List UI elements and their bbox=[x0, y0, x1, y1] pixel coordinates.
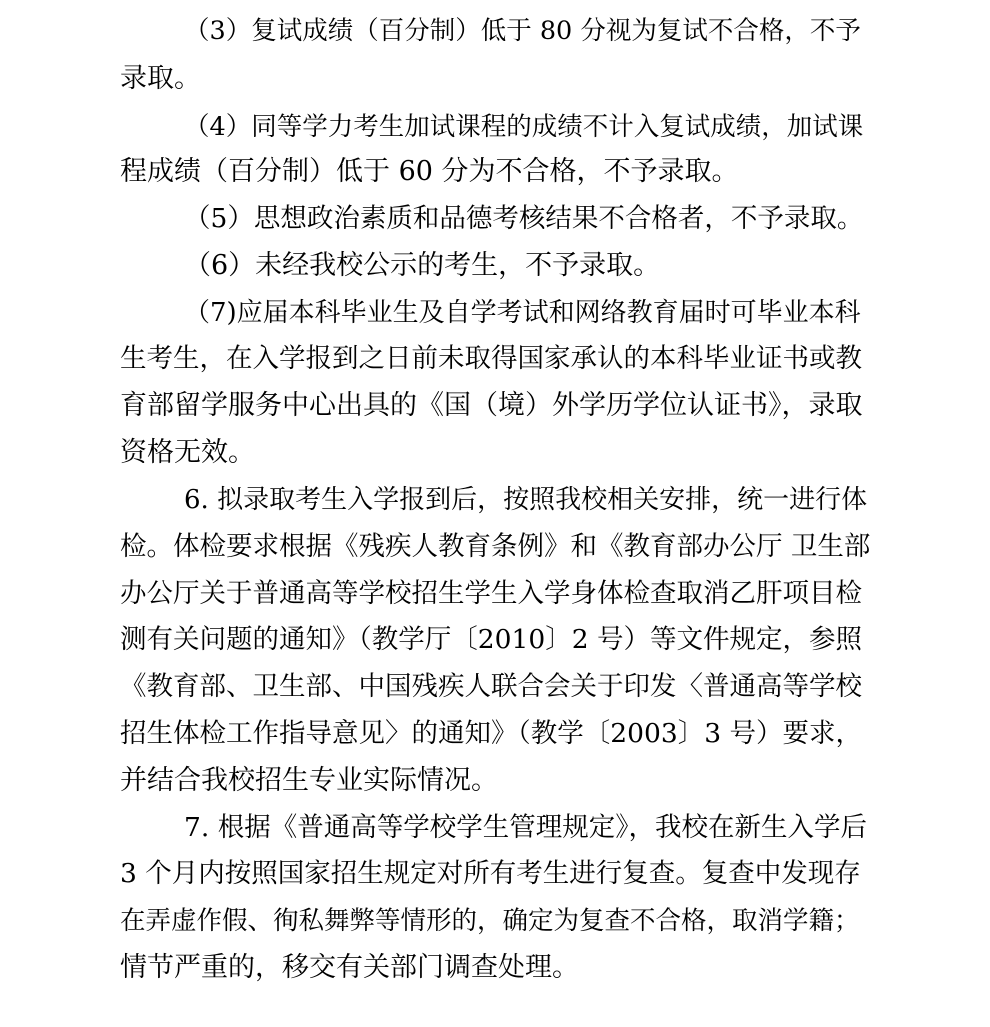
text-line: 7. 根据《普通高等学校学生管理规定》，我校在新生入学后 bbox=[184, 812, 867, 843]
text-line: 程成绩（百分制）低于 60 分为不合格，不予录取。 bbox=[120, 156, 739, 187]
text-line: （7)应届本科毕业生及自学考试和网络教育届时可毕业本科 bbox=[184, 298, 861, 328]
text-line: 3 个月内按照国家招生规定对所有考生进行复查。复查中发现存 bbox=[120, 858, 861, 889]
text-line: （3）复试成绩（百分制）低于 80 分视为复试不合格，不予 bbox=[184, 16, 861, 46]
text-line: 6. 拟录取考生入学报到后，按照我校相关安排，统一进行体 bbox=[184, 485, 868, 515]
text-line: 测有关问题的通知》（教学厅〔2010〕2 号）等文件规定，参照 bbox=[120, 624, 862, 655]
text-line: （5）思想政治素质和品德考核结果不合格者，不予录取。 bbox=[184, 203, 864, 234]
text-line: 在弄虚作假、徇私舞弊等情形的，确定为复查不合格，取消学籍； bbox=[120, 906, 860, 936]
text-line: （4）同等学力考生加试课程的成绩不计入复试成绩，加试课 bbox=[184, 112, 864, 142]
text-line: 录取。 bbox=[120, 63, 201, 94]
text-line: 并结合我校招生专业实际情况。 bbox=[120, 765, 498, 796]
text-line: （6）未经我校公示的考生，不予录取。 bbox=[184, 250, 661, 281]
text-line: 资格无效。 bbox=[120, 437, 255, 468]
text-line: 育部留学服务中心出具的《国（境）外学历学位认证书》，录取 bbox=[120, 390, 863, 421]
text-line: 生考生，在入学报到之日前未取得国家承认的本科毕业证书或教 bbox=[120, 343, 862, 374]
text-line: 情节严重的，移交有关部门调查处理。 bbox=[120, 952, 579, 983]
text-line: 检。体检要求根据《残疾人教育条例》和《教育部办公厅 卫生部 bbox=[120, 531, 871, 562]
text-line: 招生体检工作指导意见〉的通知》（教学〔2003〕3 号）要求， bbox=[120, 718, 862, 749]
text-line: 《教育部、卫生部、中国残疾人联合会关于印发〈普通高等学校 bbox=[120, 671, 862, 702]
text-line: 办公厅关于普通高等学校招生学生入学身体检查取消乙肝项目检 bbox=[120, 578, 862, 609]
